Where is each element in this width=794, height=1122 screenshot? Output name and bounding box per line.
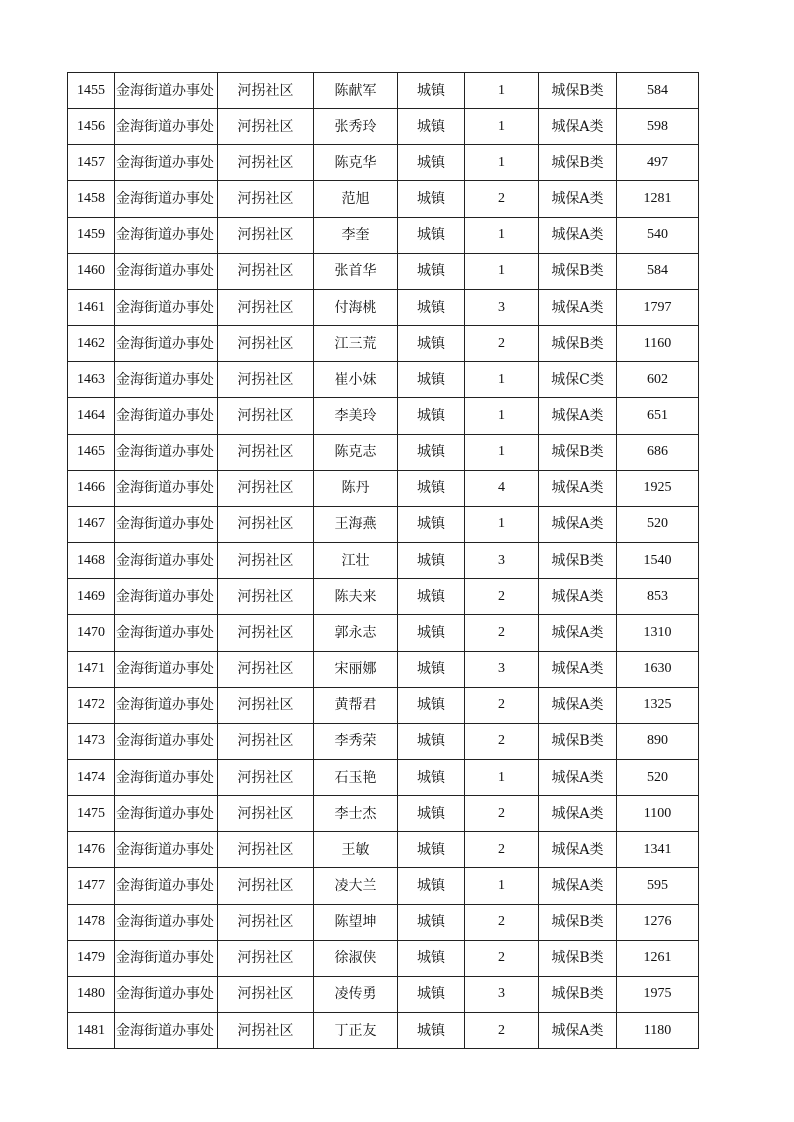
table-row [68,868,699,904]
cell-office: 金海街道办事处 [115,615,218,651]
cell-community: 河拐社区 [218,1013,314,1049]
cell-amount: 686 [617,434,699,470]
roster-body [68,73,699,1049]
table-row [68,832,699,868]
cell-area: 城镇 [398,434,465,470]
cell-amount: 584 [617,73,699,109]
cell-office: 金海街道办事处 [115,904,218,940]
cell-count: 1 [465,398,539,434]
cell-count: 1 [465,759,539,795]
cell-id: 1479 [68,940,115,976]
cell-community: 河拐社区 [218,181,314,217]
cell-office: 金海街道办事处 [115,506,218,542]
cell-area: 城镇 [398,543,465,579]
cell-id: 1476 [68,832,115,868]
table-row [68,759,699,795]
cell-amount: 520 [617,759,699,795]
cell-area: 城镇 [398,73,465,109]
cell-community: 河拐社区 [218,940,314,976]
cell-office: 金海街道办事处 [115,217,218,253]
cell-name: 崔小妹 [314,362,398,398]
cell-community: 河拐社区 [218,217,314,253]
cell-count: 2 [465,326,539,362]
cell-area: 城镇 [398,109,465,145]
cell-amount: 890 [617,723,699,759]
cell-name: 江壮 [314,543,398,579]
cell-office: 金海街道办事处 [115,362,218,398]
cell-community: 河拐社区 [218,687,314,723]
cell-name: 陈丹 [314,470,398,506]
cell-category: 城保B类 [539,434,617,470]
cell-count: 2 [465,904,539,940]
cell-category: 城保B类 [539,940,617,976]
cell-id: 1456 [68,109,115,145]
cell-community: 河拐社区 [218,796,314,832]
table-row [68,145,699,181]
cell-name: 陈夫来 [314,579,398,615]
cell-community: 河拐社区 [218,398,314,434]
cell-category: 城保A类 [539,868,617,904]
table-row [68,615,699,651]
cell-area: 城镇 [398,615,465,651]
cell-count: 1 [465,253,539,289]
cell-category: 城保A类 [539,832,617,868]
cell-area: 城镇 [398,253,465,289]
cell-area: 城镇 [398,362,465,398]
cell-name: 江三荒 [314,326,398,362]
cell-id: 1473 [68,723,115,759]
cell-category: 城保A类 [539,181,617,217]
cell-id: 1459 [68,217,115,253]
cell-community: 河拐社区 [218,868,314,904]
cell-name: 李士杰 [314,796,398,832]
cell-community: 河拐社区 [218,506,314,542]
table-row [68,723,699,759]
cell-category: 城保A类 [539,506,617,542]
cell-id: 1481 [68,1013,115,1049]
cell-category: 城保B类 [539,73,617,109]
cell-name: 王海燕 [314,506,398,542]
cell-id: 1475 [68,796,115,832]
cell-community: 河拐社区 [218,434,314,470]
cell-name: 黄帮君 [314,687,398,723]
cell-amount: 540 [617,217,699,253]
table-row [68,796,699,832]
cell-id: 1466 [68,470,115,506]
cell-office: 金海街道办事处 [115,868,218,904]
cell-area: 城镇 [398,326,465,362]
cell-count: 4 [465,470,539,506]
cell-count: 2 [465,579,539,615]
table-row [68,434,699,470]
cell-category: 城保B类 [539,326,617,362]
cell-amount: 1540 [617,543,699,579]
table-row [68,326,699,362]
cell-id: 1471 [68,651,115,687]
table-row [68,940,699,976]
cell-community: 河拐社区 [218,579,314,615]
cell-community: 河拐社区 [218,362,314,398]
cell-name: 陈克华 [314,145,398,181]
cell-category: 城保A类 [539,217,617,253]
cell-name: 李秀荣 [314,723,398,759]
cell-community: 河拐社区 [218,109,314,145]
cell-id: 1469 [68,579,115,615]
cell-office: 金海街道办事处 [115,976,218,1012]
cell-name: 王敏 [314,832,398,868]
cell-office: 金海街道办事处 [115,796,218,832]
cell-count: 2 [465,832,539,868]
cell-name: 宋丽娜 [314,651,398,687]
cell-name: 陈献军 [314,73,398,109]
cell-category: 城保B类 [539,904,617,940]
table-row [68,651,699,687]
cell-count: 1 [465,506,539,542]
cell-area: 城镇 [398,289,465,325]
cell-area: 城镇 [398,759,465,795]
cell-id: 1480 [68,976,115,1012]
cell-category: 城保B类 [539,723,617,759]
cell-name: 范旭 [314,181,398,217]
cell-category: 城保A类 [539,470,617,506]
table-row [68,976,699,1012]
cell-office: 金海街道办事处 [115,832,218,868]
roster-table [67,72,699,1049]
cell-amount: 1310 [617,615,699,651]
cell-id: 1468 [68,543,115,579]
cell-community: 河拐社区 [218,976,314,1012]
cell-community: 河拐社区 [218,615,314,651]
cell-count: 2 [465,796,539,832]
cell-name: 郭永志 [314,615,398,651]
table-row [68,398,699,434]
cell-amount: 1925 [617,470,699,506]
cell-id: 1463 [68,362,115,398]
cell-office: 金海街道办事处 [115,434,218,470]
cell-id: 1462 [68,326,115,362]
cell-id: 1457 [68,145,115,181]
cell-count: 2 [465,687,539,723]
cell-count: 2 [465,940,539,976]
cell-name: 张首华 [314,253,398,289]
cell-amount: 602 [617,362,699,398]
cell-community: 河拐社区 [218,326,314,362]
table-row [68,543,699,579]
cell-category: 城保A类 [539,289,617,325]
cell-count: 2 [465,181,539,217]
cell-count: 1 [465,145,539,181]
cell-id: 1461 [68,289,115,325]
cell-area: 城镇 [398,940,465,976]
table-row [68,289,699,325]
cell-count: 1 [465,73,539,109]
cell-area: 城镇 [398,976,465,1012]
cell-name: 张秀玲 [314,109,398,145]
cell-count: 1 [465,217,539,253]
cell-category: 城保A类 [539,759,617,795]
cell-name: 凌大兰 [314,868,398,904]
table-row [68,904,699,940]
table-row [68,73,699,109]
cell-count: 3 [465,976,539,1012]
cell-category: 城保A类 [539,1013,617,1049]
cell-office: 金海街道办事处 [115,109,218,145]
cell-name: 陈克志 [314,434,398,470]
cell-amount: 1261 [617,940,699,976]
table-row [68,470,699,506]
cell-name: 丁正友 [314,1013,398,1049]
cell-amount: 651 [617,398,699,434]
cell-amount: 598 [617,109,699,145]
cell-count: 2 [465,1013,539,1049]
cell-id: 1458 [68,181,115,217]
cell-count: 1 [465,109,539,145]
cell-area: 城镇 [398,217,465,253]
cell-category: 城保A类 [539,109,617,145]
cell-category: 城保B类 [539,253,617,289]
table-row [68,687,699,723]
table-row [68,253,699,289]
cell-count: 2 [465,723,539,759]
table-row [68,109,699,145]
cell-community: 河拐社区 [218,832,314,868]
cell-category: 城保C类 [539,362,617,398]
cell-office: 金海街道办事处 [115,579,218,615]
cell-count: 3 [465,543,539,579]
cell-community: 河拐社区 [218,759,314,795]
cell-community: 河拐社区 [218,651,314,687]
cell-id: 1455 [68,73,115,109]
cell-office: 金海街道办事处 [115,253,218,289]
cell-id: 1460 [68,253,115,289]
cell-office: 金海街道办事处 [115,73,218,109]
cell-amount: 853 [617,579,699,615]
cell-id: 1472 [68,687,115,723]
cell-amount: 520 [617,506,699,542]
cell-office: 金海街道办事处 [115,651,218,687]
cell-amount: 1341 [617,832,699,868]
cell-office: 金海街道办事处 [115,326,218,362]
cell-id: 1474 [68,759,115,795]
cell-category: 城保A类 [539,398,617,434]
cell-office: 金海街道办事处 [115,181,218,217]
table-row [68,1013,699,1049]
cell-area: 城镇 [398,579,465,615]
cell-amount: 1180 [617,1013,699,1049]
cell-amount: 1975 [617,976,699,1012]
cell-amount: 595 [617,868,699,904]
cell-name: 凌传勇 [314,976,398,1012]
cell-area: 城镇 [398,181,465,217]
cell-area: 城镇 [398,723,465,759]
cell-id: 1465 [68,434,115,470]
cell-amount: 584 [617,253,699,289]
cell-community: 河拐社区 [218,253,314,289]
cell-area: 城镇 [398,687,465,723]
cell-area: 城镇 [398,796,465,832]
cell-category: 城保A类 [539,651,617,687]
cell-office: 金海街道办事处 [115,470,218,506]
cell-id: 1477 [68,868,115,904]
cell-category: 城保B类 [539,145,617,181]
cell-category: 城保A类 [539,579,617,615]
cell-office: 金海街道办事处 [115,940,218,976]
cell-community: 河拐社区 [218,904,314,940]
cell-name: 李美玲 [314,398,398,434]
cell-name: 李奎 [314,217,398,253]
cell-area: 城镇 [398,145,465,181]
cell-name: 石玉艳 [314,759,398,795]
cell-office: 金海街道办事处 [115,759,218,795]
cell-category: 城保A类 [539,687,617,723]
cell-community: 河拐社区 [218,145,314,181]
cell-category: 城保A类 [539,615,617,651]
cell-office: 金海街道办事处 [115,145,218,181]
cell-area: 城镇 [398,470,465,506]
cell-name: 付海桃 [314,289,398,325]
cell-amount: 1100 [617,796,699,832]
cell-area: 城镇 [398,651,465,687]
cell-amount: 1325 [617,687,699,723]
cell-id: 1467 [68,506,115,542]
cell-area: 城镇 [398,868,465,904]
cell-office: 金海街道办事处 [115,398,218,434]
cell-office: 金海街道办事处 [115,289,218,325]
cell-count: 3 [465,651,539,687]
cell-amount: 1797 [617,289,699,325]
table-row [68,506,699,542]
cell-amount: 1630 [617,651,699,687]
table-row [68,362,699,398]
cell-community: 河拐社区 [218,723,314,759]
cell-amount: 1160 [617,326,699,362]
cell-count: 1 [465,362,539,398]
cell-community: 河拐社区 [218,289,314,325]
cell-name: 徐淑侠 [314,940,398,976]
cell-amount: 1276 [617,904,699,940]
cell-id: 1470 [68,615,115,651]
cell-office: 金海街道办事处 [115,543,218,579]
cell-id: 1478 [68,904,115,940]
cell-community: 河拐社区 [218,470,314,506]
cell-count: 2 [465,615,539,651]
table-row [68,217,699,253]
cell-count: 1 [465,868,539,904]
cell-area: 城镇 [398,398,465,434]
cell-office: 金海街道办事处 [115,1013,218,1049]
table-row [68,579,699,615]
cell-office: 金海街道办事处 [115,687,218,723]
cell-name: 陈望坤 [314,904,398,940]
cell-community: 河拐社区 [218,73,314,109]
cell-id: 1464 [68,398,115,434]
cell-count: 3 [465,289,539,325]
cell-category: 城保B类 [539,543,617,579]
cell-office: 金海街道办事处 [115,723,218,759]
cell-area: 城镇 [398,506,465,542]
cell-area: 城镇 [398,832,465,868]
cell-area: 城镇 [398,1013,465,1049]
cell-count: 1 [465,434,539,470]
table-row [68,181,699,217]
cell-community: 河拐社区 [218,543,314,579]
cell-category: 城保A类 [539,796,617,832]
cell-area: 城镇 [398,904,465,940]
cell-amount: 497 [617,145,699,181]
cell-category: 城保B类 [539,976,617,1012]
cell-amount: 1281 [617,181,699,217]
